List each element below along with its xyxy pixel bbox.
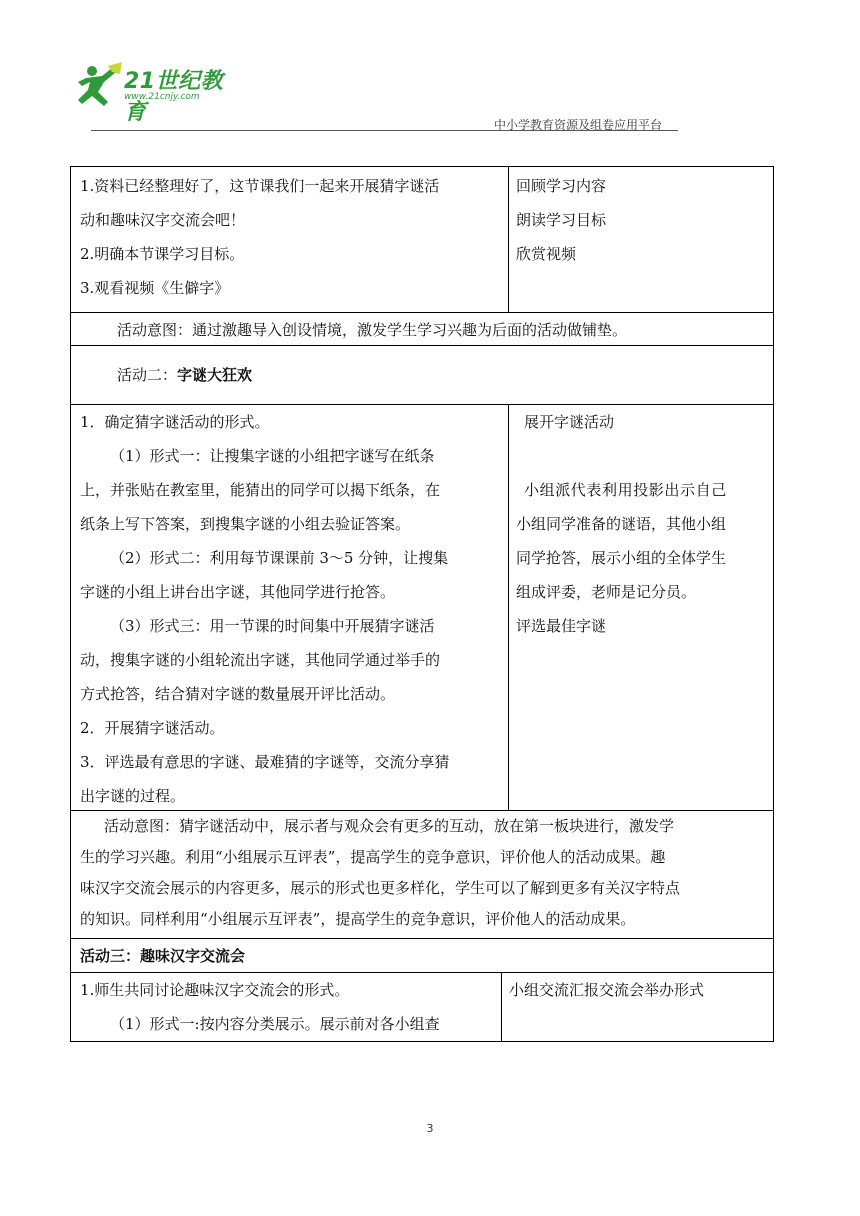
table-cell	[71, 811, 773, 938]
cell-line: 回顾学习内容	[516, 177, 607, 195]
brand-url: www.21cnjy.com	[124, 92, 200, 102]
table-cell	[71, 313, 773, 345]
table-cell	[71, 973, 501, 1041]
table-cell	[508, 167, 773, 312]
table-cell	[71, 939, 773, 972]
cell-line: 的知识。同样利用“小组展示互评表”，提高学生的竞争意识，评价他人的活动成果。	[80, 910, 636, 928]
table-cell	[71, 405, 508, 810]
cell-line: 展开字谜活动	[524, 413, 615, 431]
table-row	[70, 166, 774, 313]
table-cell	[508, 405, 773, 810]
cell-line: 纸条上写下答案，到搜集字谜的小组去验证答案。	[80, 515, 411, 533]
table-row	[70, 938, 774, 973]
header-tagline: 中小学教育资源及组卷应用平台	[493, 118, 662, 132]
brand-name: 21世纪教育	[124, 69, 224, 125]
table-cell	[71, 346, 773, 404]
logo	[72, 62, 242, 125]
running-figure-icon	[72, 62, 124, 108]
cell-line: 3.观看视频《生僻字》	[80, 279, 230, 297]
intent-text: 活动意图：通过激趣导入创设情境，激发学生学习兴趣为后面的活动做铺垫。	[117, 321, 628, 339]
cell-line: 活动意图：猜字谜活动中，展示者与观众会有更多的互动，放在第一板块进行，激发学	[104, 817, 675, 835]
cell-line: 出字谜的过程。	[80, 787, 186, 805]
page-header	[0, 0, 860, 140]
cell-line: 小组交流汇报交流会举办形式	[509, 981, 705, 999]
header-divider	[91, 130, 678, 131]
cell-line: 生的学习兴趣。利用“小组展示互评表”，提高学生的竞争意识，评价他人的活动成果。趣	[80, 848, 666, 866]
cell-line: 味汉字交流会展示的内容更多，展示的形式也更多样化，学生可以了解到更多有关汉字特点	[80, 879, 681, 897]
cell-line: 评选最佳字谜	[516, 617, 607, 635]
table-cell	[501, 973, 773, 1041]
cell-line: 字谜的小组上讲台出字谜，其他同学进行抢答。	[80, 583, 396, 601]
cell-line: 小组派代表利用投影出示自己	[524, 481, 727, 499]
cell-line: （1）形式一:按内容分类展示。展示前对各小组查	[110, 1015, 440, 1033]
table-row	[70, 972, 774, 1042]
cell-line: 动，搜集字谜的小组轮流出字谜，其他同学通过举手的	[80, 651, 441, 669]
cell-line: 上，并张贴在教室里，能猜出的同学可以揭下纸条，在	[80, 481, 441, 499]
cell-line: （1）形式一：让搜集字谜的小组把字谜写在纸条	[110, 447, 435, 465]
cell-line: 1．确定猜字谜活动的形式。	[80, 413, 270, 431]
activity-title: 字谜大狂欢	[177, 366, 253, 384]
cell-line: 方式抢答，结合猜对字谜的数量展开评比活动。	[80, 685, 396, 703]
cell-line: 组成评委，老师是记分员。	[516, 583, 697, 601]
page-number: 3	[426, 1122, 434, 1135]
table-row	[70, 312, 774, 346]
activity-prefix: 活动二：	[117, 366, 178, 384]
table-cell	[71, 167, 508, 312]
cell-line: 1.师生共同讨论趣味汉字交流会的形式。	[80, 981, 350, 999]
cell-line: 欣赏视频	[516, 245, 577, 263]
cell-line: （2）形式二：利用每节课课前 3～5 分钟，让搜集	[110, 549, 449, 567]
table-row	[70, 404, 774, 811]
cell-line: 同学抢答，展示小组的全体学生	[516, 549, 727, 567]
cell-line: 2．开展猜字谜活动。	[80, 719, 225, 737]
table-row	[70, 810, 774, 939]
cell-line: 动和趣味汉字交流会吧！	[80, 211, 246, 229]
cell-line: 2.明确本节课学习目标。	[80, 245, 245, 263]
table-row	[70, 345, 774, 405]
cell-line: 1.资料已经整理好了，这节课我们一起来开展猜字谜活	[80, 177, 440, 195]
cell-line: 朗读学习目标	[516, 211, 607, 229]
activity-title: 活动三：趣味汉字交流会	[80, 947, 246, 965]
cell-line: 3．评选最有意思的字谜、最难猜的字谜等，交流分享猜	[80, 753, 450, 771]
cell-line: 小组同学准备的谜语，其他小组	[516, 515, 727, 533]
cell-line: （3）形式三：用一节课的时间集中开展猜字谜活	[110, 617, 435, 635]
